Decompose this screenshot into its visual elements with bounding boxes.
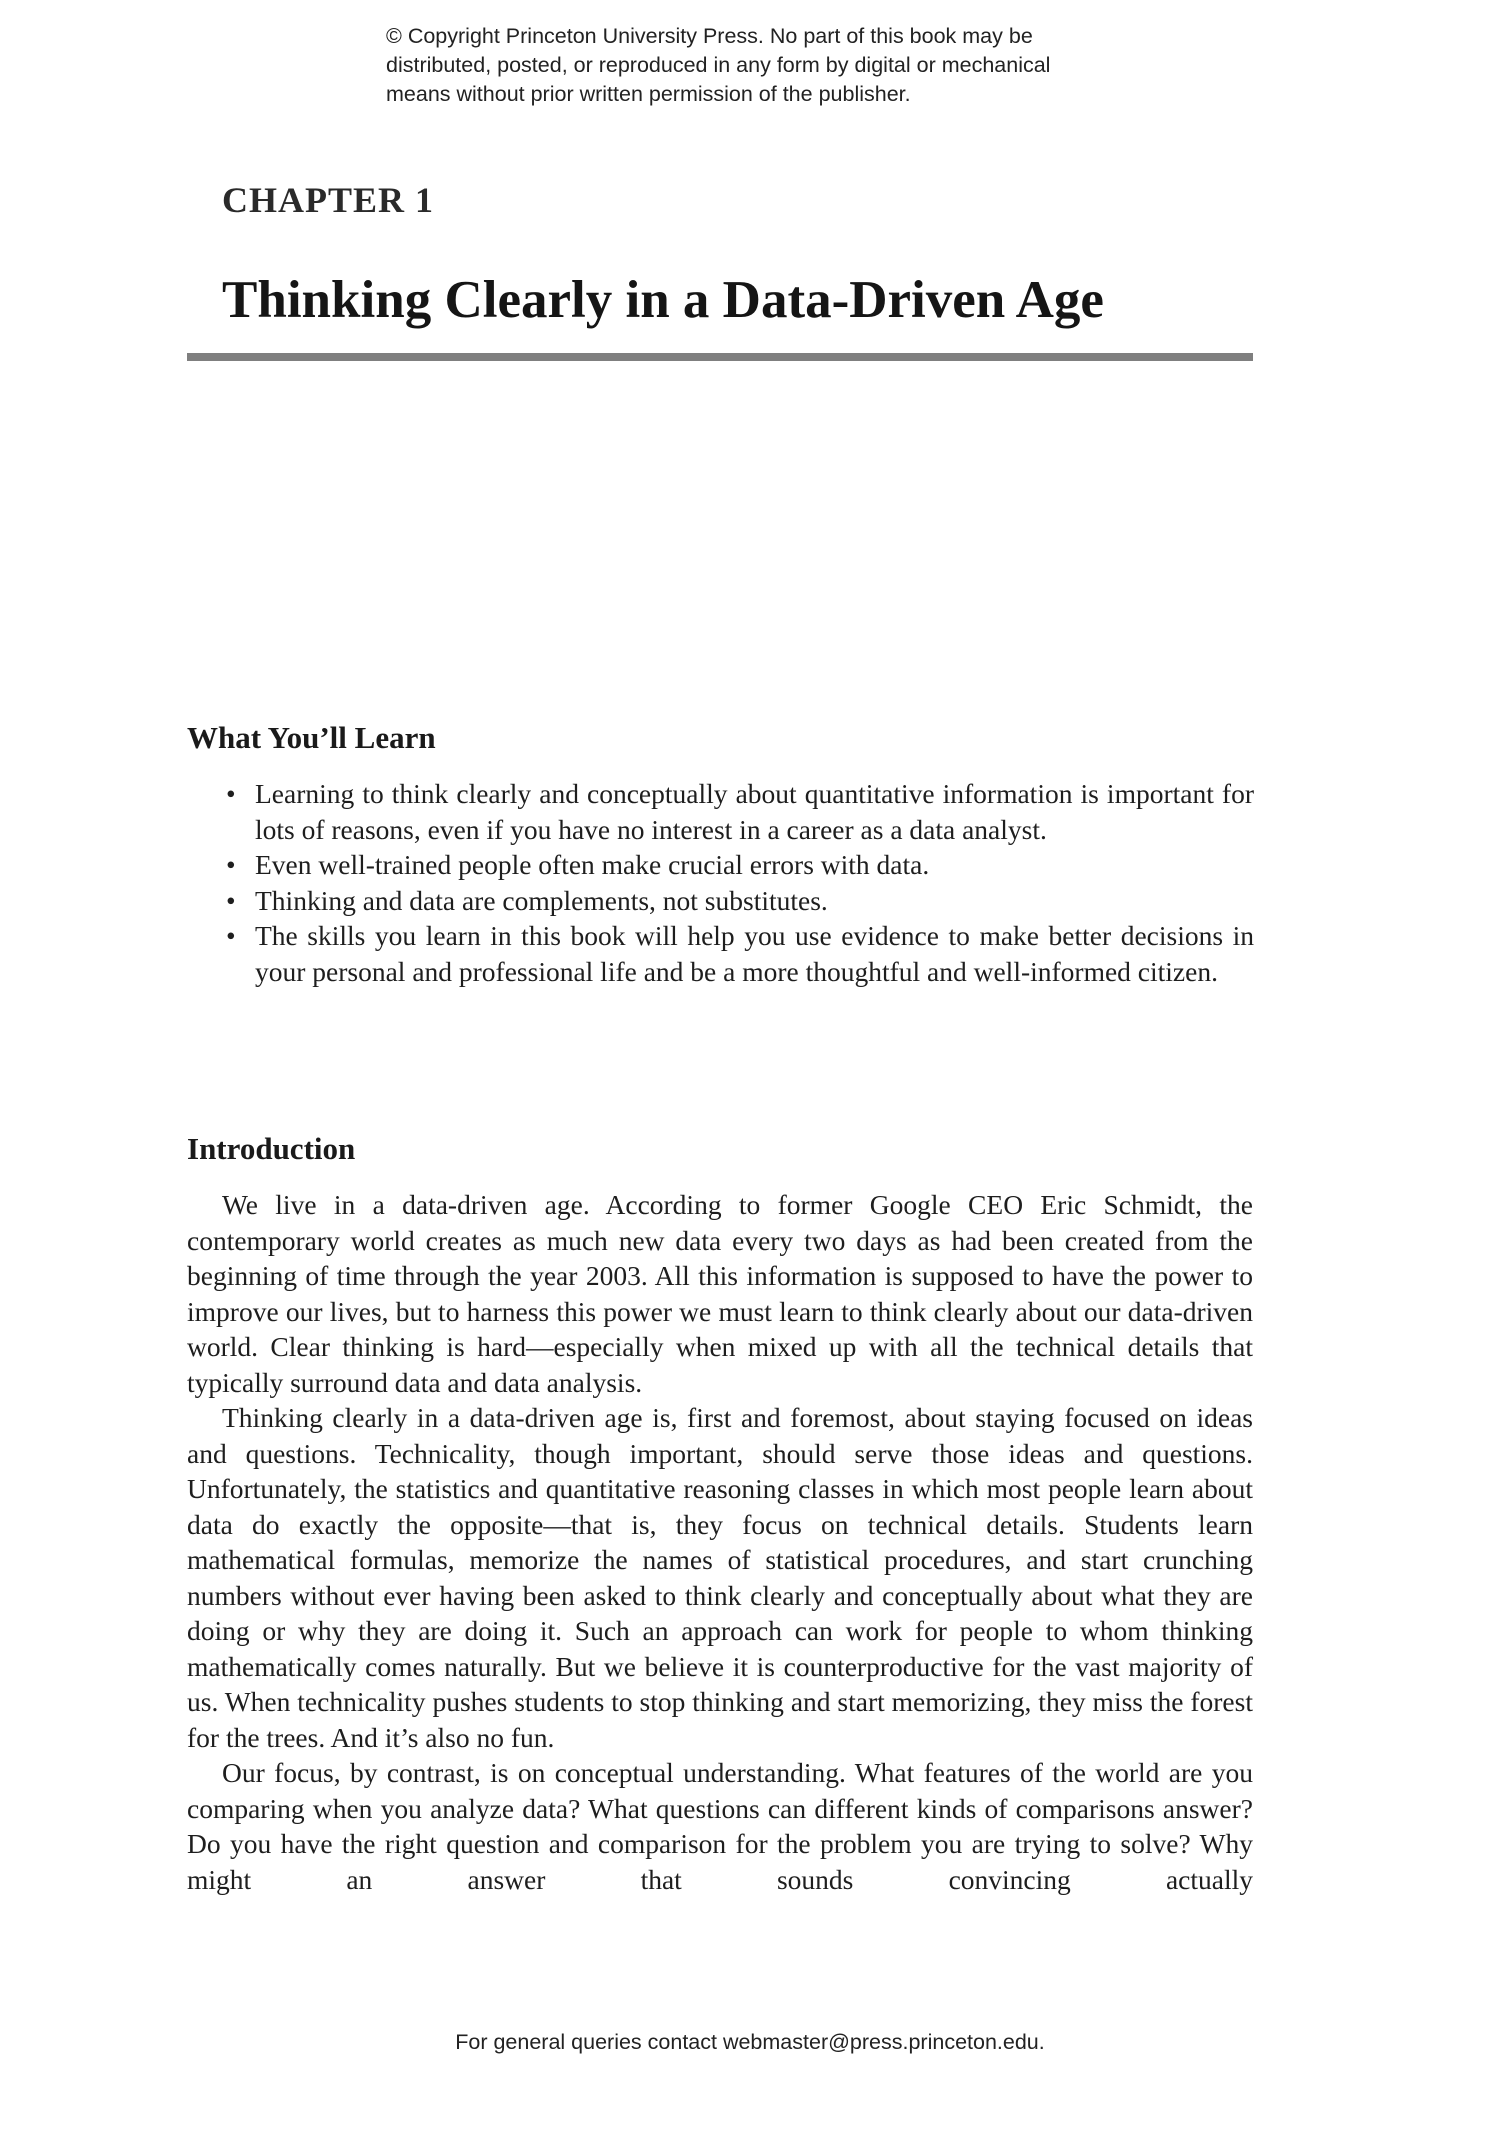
introduction-heading: Introduction xyxy=(187,1131,356,1166)
introduction-body xyxy=(187,1187,1253,1897)
copyright-line: means without prior written permission of the publisher. xyxy=(386,82,911,106)
bullet-icon: • xyxy=(226,920,236,951)
chapter-label: CHAPTER 1 xyxy=(222,180,435,220)
list-item xyxy=(222,918,1254,989)
body-paragraph: Our focus, by contrast, is on conceptual understanding. What features of the world are you comparing when you analyze data? What questions can different kinds of comparisons answer? Do you have the right question and comparison for the problem you are trying to solve? Why might an answer that sounds convincing actually xyxy=(187,1757,1253,1895)
body-paragraph: Thinking clearly in a data-driven age is, first and foremost, about staying focused on ideas and questions. Technicality, though important, should serve those ideas and questions. Unfortunately, the statistics and quantitative reasoning classes in which most people learn about data do exactly the opposite—that is, they focus on technical details. Students learn mathematical formulas, memorize the names of statistical procedures, and start crunching numbers without ever having been asked to think clearly and conceptually about what they are doing or why they are doing it. Such an approach can work for people to whom thinking mathematically comes naturally. But we believe it is counterproductive for the vast majority of us. When technicality pushes students to stop thinking and start memorizing, they miss the forest for the trees. And it’s also no fun. xyxy=(187,1402,1253,1753)
body-paragraph: We live in a data-driven age. According to former Google CEO Eric Schmidt, the contemporary world creates as much new data every two days as had been created from the beginning of time through the year 2003. All this information is supposed to have the power to improve our lives, but to harness this power we must learn to think clearly about our data-driven world. Clear thinking is hard—especially when mixed up with all the technical details that typically surround data and data analysis. xyxy=(187,1189,1253,1398)
copyright-line: © Copyright Princeton University Press. No part of this book may be xyxy=(386,24,1033,48)
copyright-notice xyxy=(386,22,1146,109)
list-item xyxy=(222,847,1254,883)
title-divider xyxy=(187,353,1253,361)
learning-objectives-list xyxy=(222,776,1254,989)
list-item-text: Learning to think clearly and conceptually about quantitative information is important for lots of reasons, even if you have no interest in a career as a data analyst. xyxy=(255,778,1254,845)
bullet-icon: • xyxy=(226,884,236,916)
what-you-learn-heading: What You’ll Learn xyxy=(187,720,436,755)
list-item-text: Thinking and data are complements, not substitutes. xyxy=(255,884,828,916)
list-item xyxy=(222,883,1254,919)
list-item-text: The skills you learn in this book will help you use evidence to make better decisions in your personal and professional life and be a more thoughtful and well-informed citizen. xyxy=(255,920,1254,987)
list-item-text: Even well-trained people often make crucial errors with data. xyxy=(255,849,930,880)
footer-contact: For general queries contact webmaster@press.princeton.edu. xyxy=(455,2030,1045,2054)
copyright-line: distributed, posted, or reproduced in any form by digital or mechanical xyxy=(386,53,1051,77)
chapter-title: Thinking Clearly in a Data-Driven Age xyxy=(222,271,1104,329)
bullet-icon: • xyxy=(226,849,236,880)
list-item xyxy=(222,776,1254,847)
bullet-icon: • xyxy=(226,778,236,809)
